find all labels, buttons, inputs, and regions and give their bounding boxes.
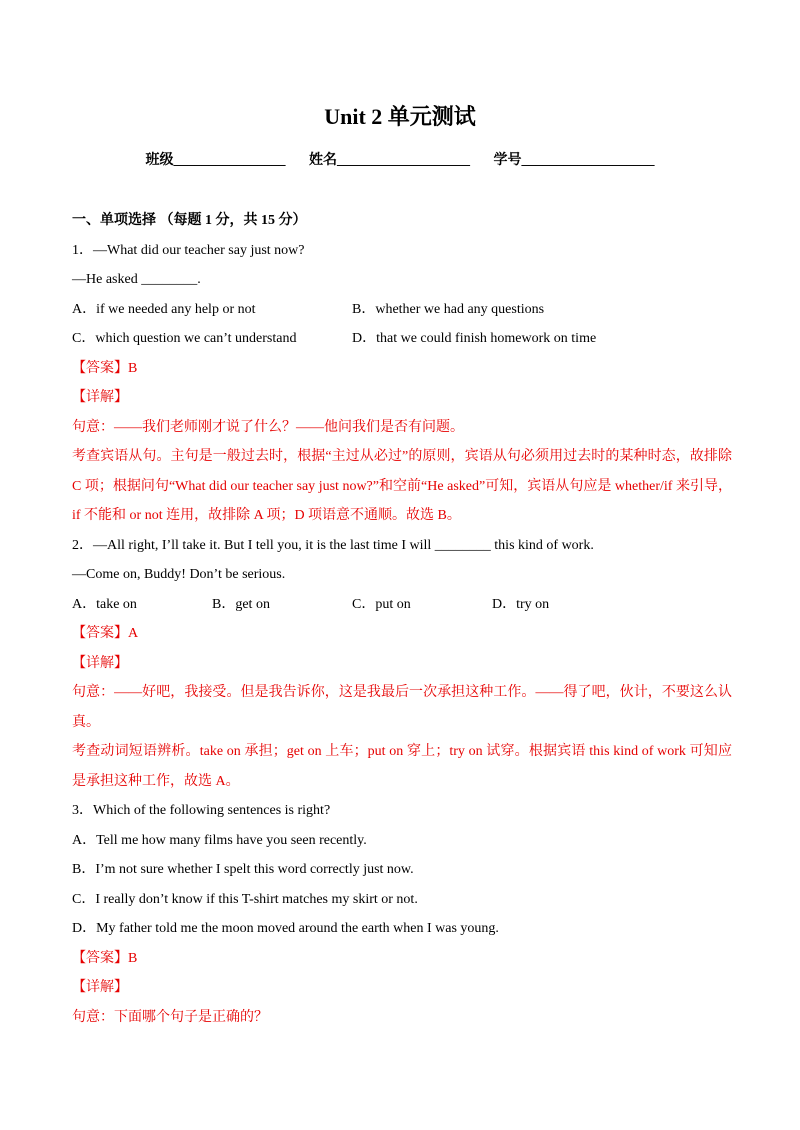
question-stem-response: —Come on, Buddy! Don’t be serious. xyxy=(72,567,286,582)
question-3 xyxy=(72,796,732,1032)
explanation-paragraph: 考查宾语从句。主句是一般过去时，根据“主过从必过”的原则，宾语从句必须用过去时的某种时态，故排除 C 项；根据问句“What did our teacher say just now?”和空前“He asked”可知，宾语从句应是 whether/if 来引导，if 不能和 or not 连用，故排除 A 项；D 项语意不通顺。故选 B。 xyxy=(72,449,732,523)
option-d: D．that we could finish homework on time xyxy=(352,331,597,346)
explanation-paragraph: 考查动词短语辨析。take on 承担；get on 上车；put on 穿上；try on 试穿。根据宾语 this kind of work 可知应是承担这种工作，故选 A。 xyxy=(72,744,732,789)
student-id-field: 学号___________________ xyxy=(493,153,655,168)
explanation-paragraph: 句意：下面哪个句子是正确的？ xyxy=(72,1009,268,1025)
detail-label: 【详解】 xyxy=(72,980,128,995)
question-1 xyxy=(72,236,732,531)
option-d: D．try on xyxy=(492,596,550,612)
option-row xyxy=(72,295,732,325)
option-b: B．get on xyxy=(212,596,270,612)
exam-content xyxy=(72,206,732,1032)
question-stem: 2．—All right, I’ll take it. But I tell you, it is the last time I will ________ this kind of work. xyxy=(72,537,594,553)
question-stem-response: —He asked ________. xyxy=(72,272,201,287)
question-stem: 3．Which of the following sentences is right? xyxy=(72,803,331,818)
option-a: A．Tell me how many films have you seen recently. xyxy=(72,832,367,848)
name-field: 姓名___________________ xyxy=(309,153,470,168)
explanation-paragraph: 句意：——好吧，我接受。但是我告诉你，这是我最后一次承担这种工作。——得了吧，伙计，不要这么认真。 xyxy=(72,685,732,730)
answer-label: 【答案】A xyxy=(72,626,139,641)
question-2 xyxy=(72,531,732,797)
option-row xyxy=(72,590,732,620)
option-a: A．take on xyxy=(72,596,137,612)
option-a: A．if we needed any help or not xyxy=(72,301,256,317)
detail-label: 【详解】 xyxy=(72,655,128,671)
option-c: C．I really don’t know if this T-shirt matches my skirt or not. xyxy=(72,891,418,907)
student-info-row xyxy=(0,150,800,172)
page-title: Unit 2 单元测试 xyxy=(324,104,476,129)
option-row xyxy=(72,324,732,354)
class-field: 班级________________ xyxy=(145,153,286,168)
option-b: B．I’m not sure whether I spelt this word correctly just now. xyxy=(72,862,414,877)
answer-label: 【答案】B xyxy=(72,360,138,376)
option-d: D．My father told me the moon moved around the earth when I was young. xyxy=(72,921,499,936)
section-heading: 一、单项选择 （每题 1 分，共 15 分） xyxy=(72,213,307,228)
question-stem: 1．—What did our teacher say just now? xyxy=(72,242,305,258)
option-c: C．put on xyxy=(352,596,411,612)
answer-label: 【答案】B xyxy=(72,950,138,966)
explanation-paragraph: 句意：——我们老师刚才说了什么？——他问我们是否有问题。 xyxy=(72,419,464,435)
option-b: B．whether we had any questions xyxy=(352,301,545,317)
detail-label: 【详解】 xyxy=(72,390,128,405)
option-c: C．which question we can’t understand xyxy=(72,331,297,346)
